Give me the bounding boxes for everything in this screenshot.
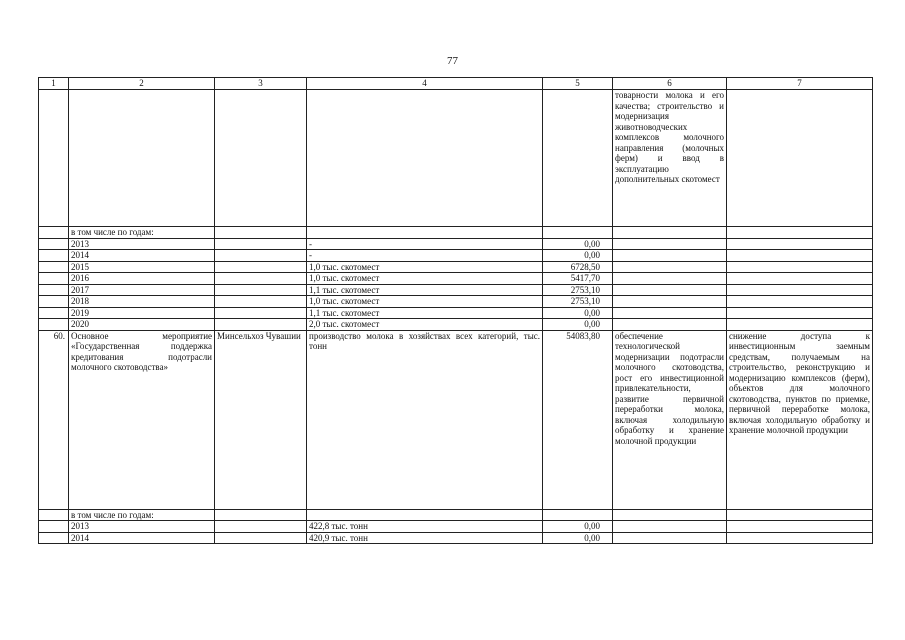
empty-cell xyxy=(727,532,873,544)
col-header-1: 1 xyxy=(39,78,69,90)
table-row xyxy=(39,238,873,250)
year-header-label: в том числе по годам: xyxy=(69,509,215,521)
indicator-cell: 1,0 тыс. скотомест xyxy=(307,296,543,308)
col-header-2: 2 xyxy=(69,78,215,90)
empty-cell xyxy=(727,307,873,319)
empty-cell xyxy=(613,319,727,331)
year-header-row xyxy=(39,509,873,521)
year-cell: 2019 xyxy=(69,307,215,319)
indicator-cell: - xyxy=(307,238,543,250)
year-cell: 2016 xyxy=(69,273,215,285)
value-cell: 0,00 xyxy=(543,532,613,544)
empty-cell xyxy=(39,509,69,521)
indicator-cell: 1,1 тыс. скотомест xyxy=(307,284,543,296)
empty-cell xyxy=(39,238,69,250)
value-cell: 0,00 xyxy=(543,250,613,262)
empty-cell xyxy=(613,261,727,273)
table-row xyxy=(39,284,873,296)
continuation-result-text: товарности молока и его качества; строительство и модернизация животноводческих комплексов молочного направления (молочных ферм) и ввод в эксплуатацию дополнительных скотомест xyxy=(613,90,727,227)
value-cell: 2753,10 xyxy=(543,284,613,296)
empty-cell xyxy=(727,521,873,533)
year-cell: 2014 xyxy=(69,250,215,262)
empty-cell xyxy=(39,307,69,319)
indicator-cell: 1,1 тыс. скотомест xyxy=(307,307,543,319)
empty-cell xyxy=(39,284,69,296)
empty-cell xyxy=(215,250,307,262)
empty-cell xyxy=(613,250,727,262)
item-risk: снижение доступа к инвестиционным заемным средствам, получаемым на строительство, реконструкцию и модернизацию комплексов (ферм), объектов для молочного скотоводства, пунктов по приемке, первичной переработке молока, включая холодильную обработку и хранение молочной продукции xyxy=(727,330,873,509)
year-header-row xyxy=(39,227,873,239)
year-cell: 2015 xyxy=(69,261,215,273)
value-cell: 0,00 xyxy=(543,238,613,250)
value-cell: 0,00 xyxy=(543,319,613,331)
col-header-4: 4 xyxy=(307,78,543,90)
column-number-row xyxy=(39,78,873,90)
value-cell: 0,00 xyxy=(543,521,613,533)
year-cell: 2013 xyxy=(69,521,215,533)
empty-cell xyxy=(215,284,307,296)
item-indicator: производство молока в хозяйствах всех категорий, тыс. тонн xyxy=(307,330,543,509)
empty-cell xyxy=(215,296,307,308)
table-row xyxy=(39,296,873,308)
col-header-5: 5 xyxy=(543,78,613,90)
year-cell: 2017 xyxy=(69,284,215,296)
value-cell: 5417,70 xyxy=(543,273,613,285)
empty-cell xyxy=(727,238,873,250)
col-header-7: 7 xyxy=(727,78,873,90)
empty-cell xyxy=(215,238,307,250)
indicator-cell: - xyxy=(307,250,543,262)
empty-cell xyxy=(215,261,307,273)
table-row xyxy=(39,307,873,319)
empty-cell xyxy=(613,307,727,319)
table-row xyxy=(39,273,873,285)
empty-cell xyxy=(39,521,69,533)
empty-cell xyxy=(39,532,69,544)
item-60-row xyxy=(39,330,873,509)
col-header-3: 3 xyxy=(215,78,307,90)
empty-cell xyxy=(613,296,727,308)
empty-cell xyxy=(613,238,727,250)
empty-cell xyxy=(727,261,873,273)
empty-cell xyxy=(39,273,69,285)
table-row xyxy=(39,521,873,533)
year-cell: 2014 xyxy=(69,532,215,544)
empty-cell xyxy=(215,319,307,331)
empty-cell xyxy=(613,509,727,521)
empty-cell xyxy=(39,261,69,273)
empty-cell xyxy=(307,509,543,521)
empty-cell xyxy=(215,509,307,521)
year-header-label: в том числе по годам: xyxy=(69,227,215,239)
empty-cell xyxy=(727,284,873,296)
empty-cell xyxy=(39,296,69,308)
empty-cell xyxy=(727,319,873,331)
empty-cell xyxy=(39,250,69,262)
table-row xyxy=(39,261,873,273)
item-name: Основное мероприятие «Государственная поддержка кредитования подотрасли молочного скотоводства» xyxy=(69,330,215,509)
empty-cell xyxy=(39,319,69,331)
item-result: обеспечение технологической модернизации подотрасли молочного скотоводства, рост его инвестиционной привлекательности, развитие первичной переработки молока, включая холодильную обработку и хранение молочной продукции xyxy=(613,330,727,509)
value-cell: 2753,10 xyxy=(543,296,613,308)
table-row xyxy=(39,532,873,544)
page-number: 77 xyxy=(447,55,458,67)
value-cell: 0,00 xyxy=(543,307,613,319)
empty-cell xyxy=(613,284,727,296)
item-executor: Минсельхоз Чувашии xyxy=(215,330,307,509)
year-cell: 2013 xyxy=(69,238,215,250)
table-row xyxy=(39,250,873,262)
empty-cell xyxy=(215,307,307,319)
value-cell: 6728,50 xyxy=(543,261,613,273)
continuation-row xyxy=(39,90,873,227)
empty-cell xyxy=(727,250,873,262)
indicator-cell: 422,8 тыс. тонн xyxy=(307,521,543,533)
empty-cell xyxy=(215,273,307,285)
empty-cell xyxy=(215,532,307,544)
empty-cell xyxy=(613,532,727,544)
item-number: 60. xyxy=(39,330,69,509)
table-row xyxy=(39,319,873,331)
indicator-cell: 2,0 тыс. скотомест xyxy=(307,319,543,331)
year-cell: 2018 xyxy=(69,296,215,308)
item-value: 54083,80 xyxy=(543,330,613,509)
year-cell: 2020 xyxy=(69,319,215,331)
empty-cell xyxy=(215,521,307,533)
indicator-cell: 1,0 тыс. скотомест xyxy=(307,273,543,285)
empty-cell xyxy=(543,509,613,521)
empty-cell xyxy=(613,273,727,285)
empty-cell xyxy=(727,509,873,521)
empty-cell xyxy=(727,273,873,285)
empty-cell xyxy=(613,521,727,533)
indicator-cell: 1,0 тыс. скотомест xyxy=(307,261,543,273)
indicator-cell: 420,9 тыс. тонн xyxy=(307,532,543,544)
program-table xyxy=(38,77,873,544)
col-header-6: 6 xyxy=(613,78,727,90)
empty-cell xyxy=(727,296,873,308)
